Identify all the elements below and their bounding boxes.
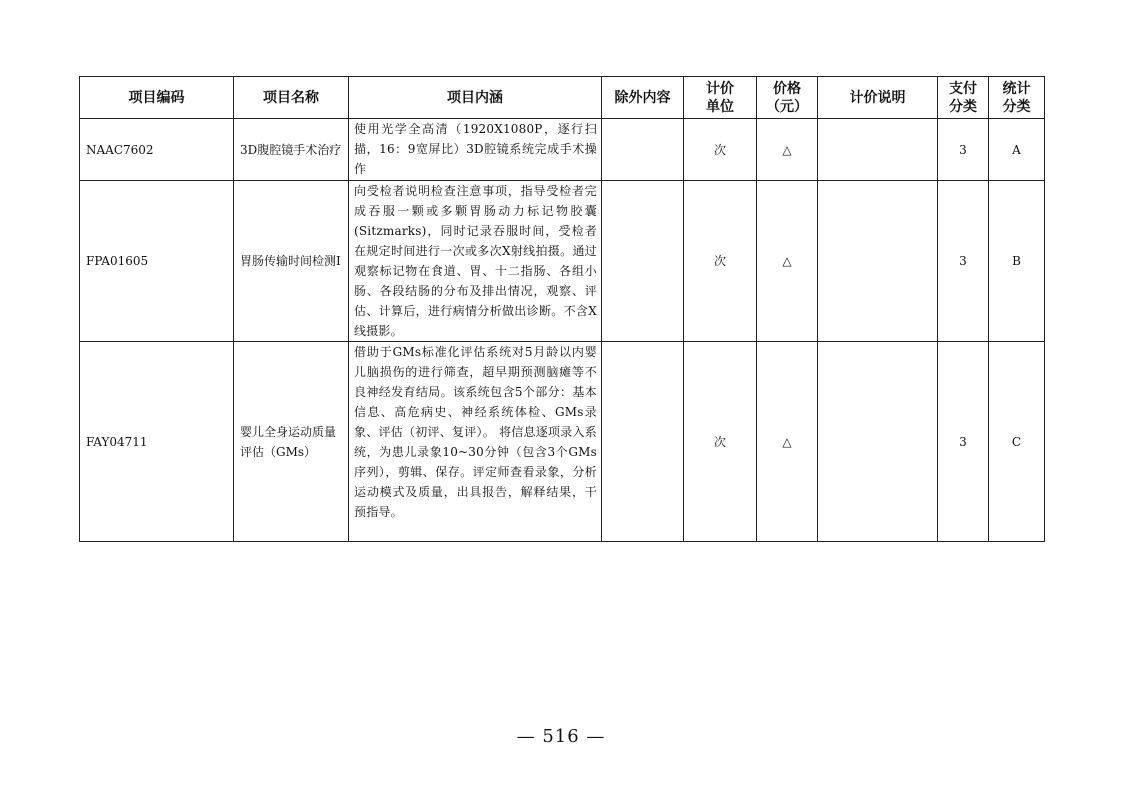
header-unit-line2: 单位	[706, 98, 734, 115]
item-code: FAY04711	[80, 342, 234, 542]
item-stat-category: A	[989, 119, 1045, 181]
header-price-line1: 价格	[773, 80, 801, 97]
header-price	[757, 77, 818, 119]
item-unit: 次	[684, 342, 757, 542]
header-stat-category	[989, 77, 1045, 119]
fee-items-table	[79, 76, 1045, 542]
table-row	[80, 342, 1045, 542]
table-row	[80, 119, 1045, 181]
item-code: FPA01605	[80, 181, 234, 342]
item-stat-category: C	[989, 342, 1045, 542]
item-content: 使用光学全高清（1920X1080P，逐行扫描，16：9宽屏比）3D腔镜系统完成手术操作	[349, 119, 602, 181]
header-name: 项目名称	[234, 77, 349, 119]
page-number: — 516 —	[516, 726, 606, 747]
item-pay-category: 3	[938, 119, 989, 181]
item-price: △	[757, 342, 818, 542]
item-unit: 次	[684, 119, 757, 181]
item-code: NAAC7602	[80, 119, 234, 181]
header-stat-line2: 分类	[1002, 98, 1031, 115]
table-row	[80, 181, 1045, 342]
item-name: 3D腹腔镜手术治疗	[234, 119, 349, 181]
item-excluded	[602, 342, 684, 542]
header-note: 计价说明	[818, 77, 938, 119]
header-stat-line1: 统计	[1002, 80, 1031, 97]
header-pay-line1: 支付	[949, 80, 977, 97]
header-pay-category	[938, 77, 989, 119]
header-pay-line2: 分类	[949, 98, 977, 115]
item-unit: 次	[684, 181, 757, 342]
item-note	[818, 119, 938, 181]
header-row	[80, 77, 1045, 119]
header-unit	[684, 77, 757, 119]
item-price: △	[757, 119, 818, 181]
item-excluded	[602, 119, 684, 181]
item-excluded	[602, 181, 684, 342]
item-pay-category: 3	[938, 181, 989, 342]
item-note	[818, 181, 938, 342]
item-name: 胃肠传输时间检测Ⅰ	[234, 181, 349, 342]
item-name: 婴儿全身运动质量评估（GMs）	[234, 342, 349, 542]
header-unit-line1: 计价	[706, 80, 734, 97]
item-stat-category: B	[989, 181, 1045, 342]
item-price: △	[757, 181, 818, 342]
header-code: 项目编码	[80, 77, 234, 119]
header-content: 项目内涵	[349, 77, 602, 119]
header-excluded: 除外内容	[602, 77, 684, 119]
item-content: 借助于GMs标准化评估系统对5月龄以内婴儿脑损伤的进行筛查，超早期预测脑瘫等不良神经发育结局。该系统包含5个部分：基本信息、高危病史、神经系统体检、GMs录象、评估（初评、复评）。 将信息逐项录入系统，为患儿录象10~30分钟（包含3个GMs序列），剪辑、保存。评定师查看录象，分析运动模式及质量，出具报告，解释结果，干预指导。	[349, 342, 602, 542]
item-note	[818, 342, 938, 542]
item-pay-category: 3	[938, 342, 989, 542]
item-content: 向受检者说明检查注意事项，指导受检者完成吞服一颗或多颗胃肠动力标记物胶囊(Sitzmarks)，同时记录吞服时间，受检者在规定时间进行一次或多次X射线拍摄。通过观察标记物在食道、胃、十二指肠、各组小肠、各段结肠的分布及排出情况，观察、评估、计算后，进行病情分析做出诊断。不含X线摄影。	[349, 181, 602, 342]
header-price-line2: （元）	[766, 98, 808, 115]
